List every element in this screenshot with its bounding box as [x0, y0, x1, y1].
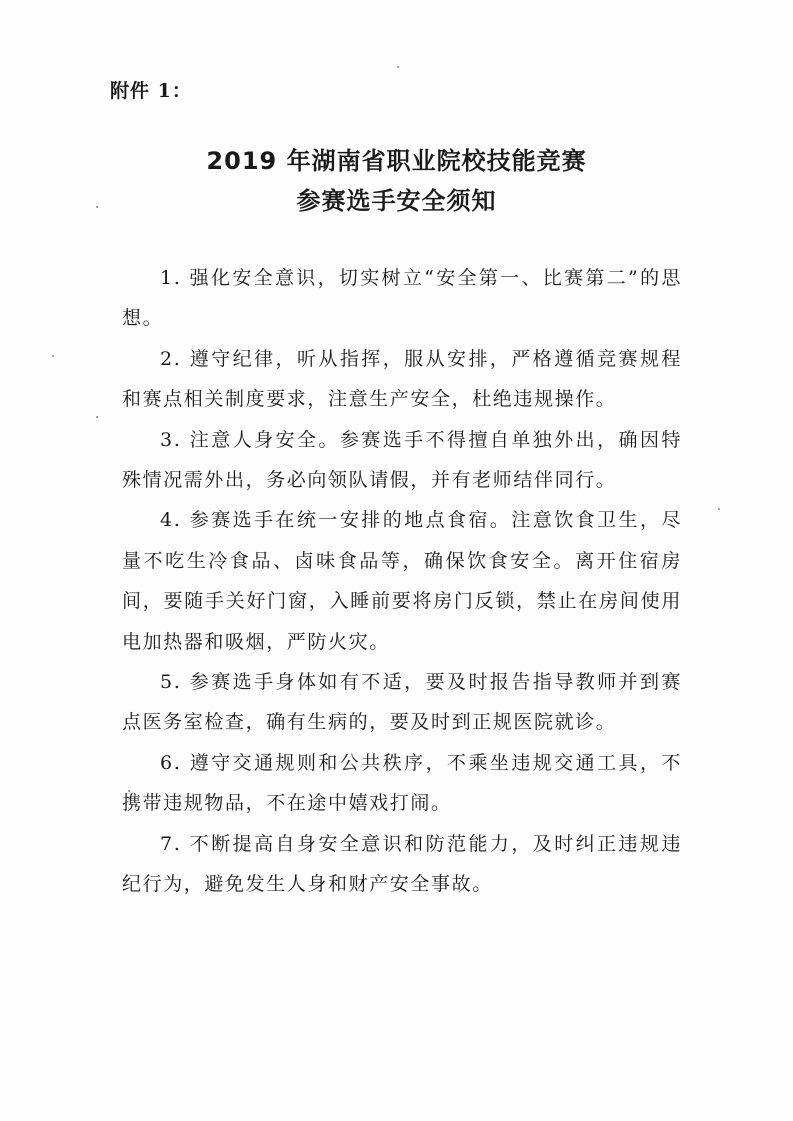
- paragraph-4: 4. 参赛选手在统一安排的地点食宿。注意饮食卫生，尽量不吃生冷食品、卤味食品等，确保饮食安全。离开住宿房间，要随手关好门窗，入睡前要将房门反锁，禁止在房间使用电加热器和吸烟，严防火灾。: [122, 509, 682, 653]
- scan-speck: [52, 355, 54, 357]
- scan-speck: [397, 66, 399, 68]
- scan-speck: [96, 416, 98, 418]
- scan-speck: [718, 508, 720, 510]
- paragraph-6: 6. 遵守交通规则和公共秩序，不乘坐违规交通工具，不携带违规物品，不在途中嬉戏打闹。: [122, 751, 682, 815]
- document-body: [122, 258, 682, 905]
- paragraph-7: 7. 不断提高自身安全意识和防范能力，及时纠正违规违纪行为，避免发生人身和财产安全事故。: [122, 832, 682, 896]
- title-line-2: 参赛选手安全须知: [296, 187, 497, 215]
- paragraph-2: 2. 遵守纪律，听从指挥，服从安排，严格遵循竞赛规程和赛点相关制度要求，注意生产安全，杜绝违规操作。: [122, 347, 682, 411]
- paragraph-3: 3. 注意人身安全。参赛选手不得擅自单独外出，确因特殊情况需外出，务必向领队请假，并有老师结伴同行。: [122, 428, 682, 492]
- scan-speck: [96, 206, 98, 208]
- title-line-1: 2019 年湖南省职业院校技能竞赛: [206, 147, 587, 175]
- paragraph-5: 5. 参赛选手身体如有不适，要及时报告指导教师并到赛点医务室检查，确有生病的，要及时到正规医院就诊。: [122, 671, 682, 734]
- scan-speck: [128, 790, 130, 792]
- paragraph-1: 1. 强化安全意识，切实树立“安全第一、比赛第二”的思想。: [122, 267, 682, 330]
- attachment-label: 附件 1：: [110, 80, 192, 102]
